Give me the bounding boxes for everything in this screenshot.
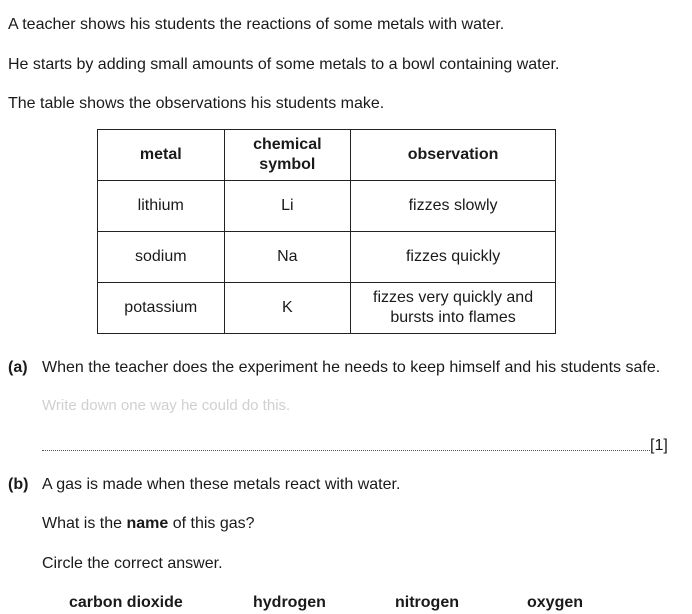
cell-observation: fizzes quickly (351, 232, 556, 283)
table-row (98, 232, 556, 283)
cell-observation: fizzes very quickly and bursts into flames (351, 283, 556, 334)
answer-nitrogen[interactable]: nitrogen (395, 594, 459, 611)
question-b-text: A gas is made when these metals react with water. (42, 476, 401, 493)
cell-metal: lithium (98, 181, 225, 232)
answer-line-a[interactable] (42, 450, 650, 451)
observations-table (97, 129, 556, 334)
cell-metal: sodium (98, 232, 225, 283)
answer-carbon-dioxide[interactable]: carbon dioxide (69, 594, 183, 611)
question-b-instruction: Circle the correct answer. (42, 555, 223, 572)
intro-line-3: The table shows the observations his students make. (8, 95, 385, 112)
answer-options (0, 594, 692, 614)
intro-line-2: He starts by adding small amounts of some metals to a bowl containing water. (8, 56, 560, 73)
cell-metal: potassium (98, 283, 225, 334)
answer-oxygen[interactable]: oxygen (527, 594, 584, 611)
table-row (98, 283, 556, 334)
table-header-row (98, 130, 556, 181)
cell-observation: fizzes slowly (351, 181, 556, 232)
header-chemical-symbol: chemical symbol (224, 130, 351, 181)
cell-symbol: K (224, 283, 351, 334)
question-b-prompt: What is the name of this gas? (42, 515, 255, 532)
question-a-faded-prompt: Write down one way he could do this. (42, 397, 291, 414)
cell-symbol: Li (224, 181, 351, 232)
question-a-text: When the teacher does the experiment he needs to keep himself and his students safe. (42, 359, 661, 376)
question-b-label: (b) (8, 476, 29, 493)
cell-symbol: Na (224, 232, 351, 283)
question-a-label: (a) (8, 359, 28, 376)
table-row (98, 181, 556, 232)
header-metal: metal (98, 130, 225, 181)
answer-hydrogen[interactable]: hydrogen (253, 594, 326, 611)
header-observation: observation (351, 130, 556, 181)
question-a-marks: [1] (650, 437, 668, 454)
intro-line-1: A teacher shows his students the reactions of some metals with water. (8, 16, 505, 33)
